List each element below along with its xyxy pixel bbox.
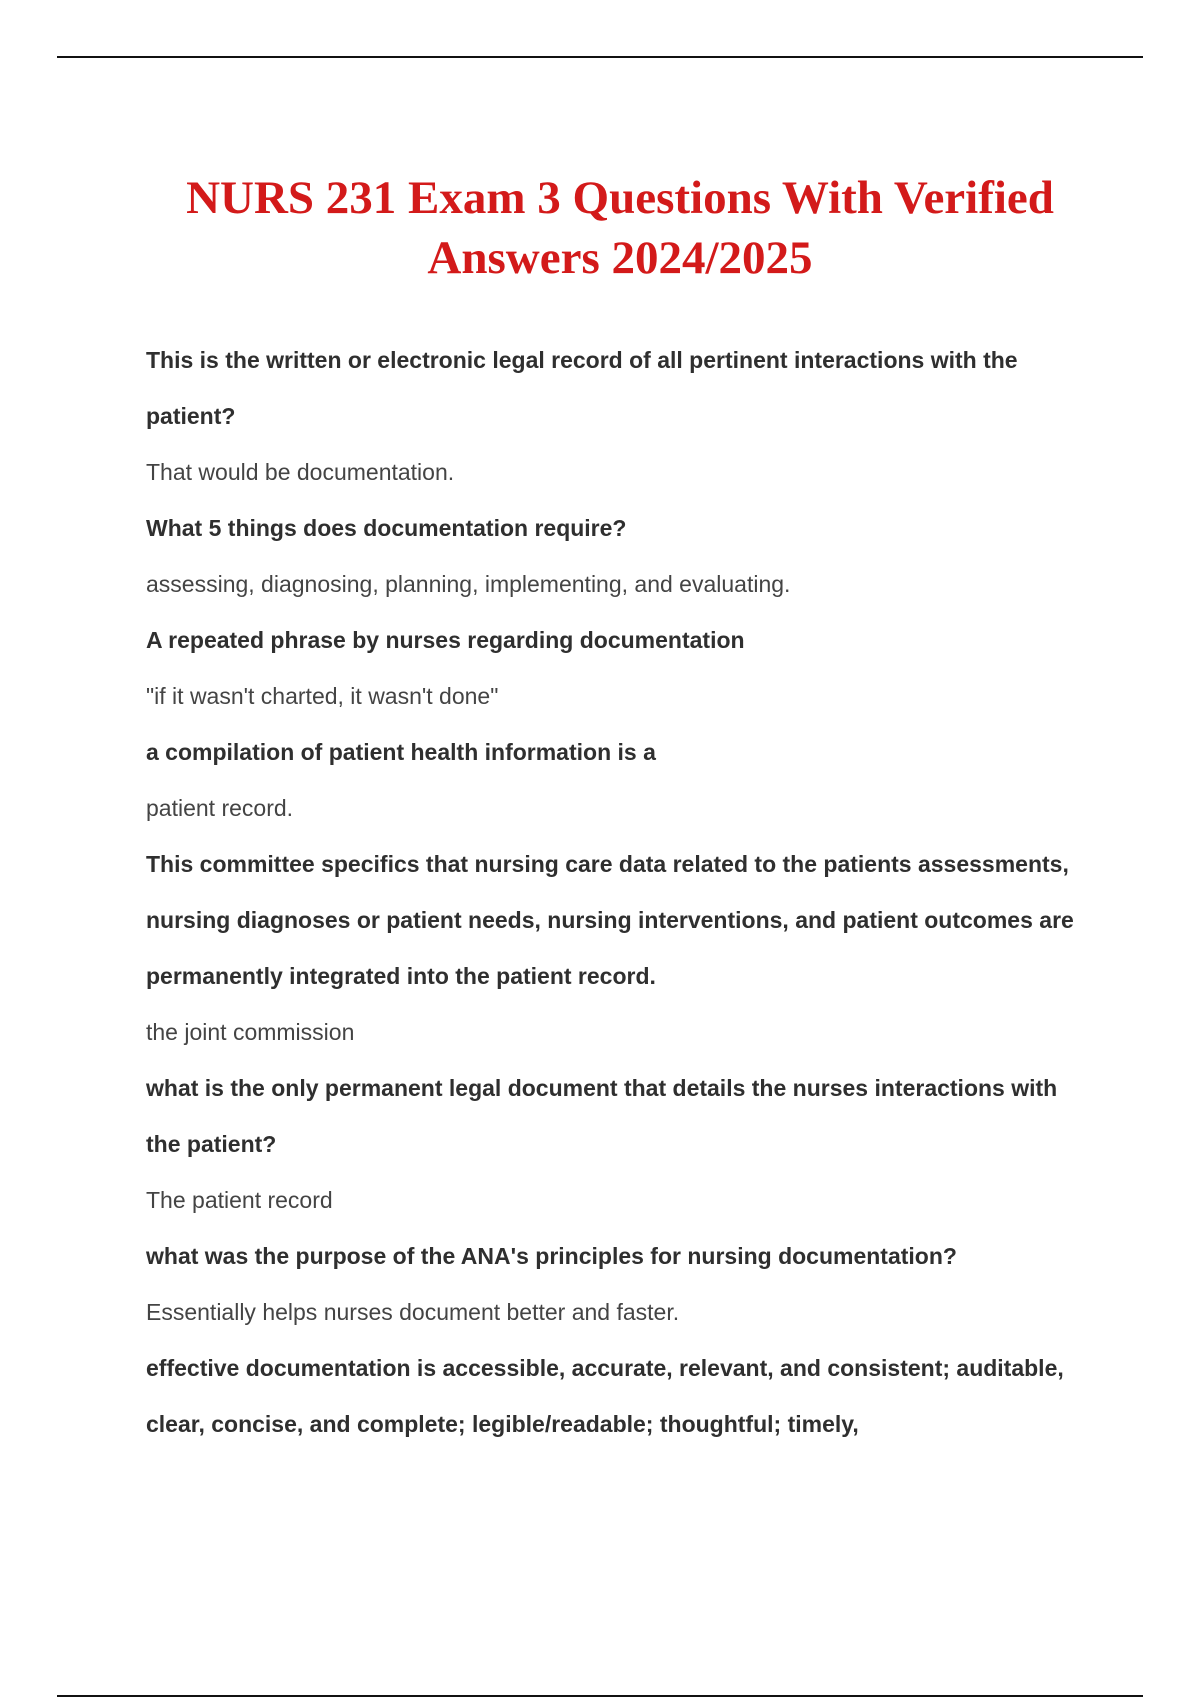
bottom-rule (57, 1695, 1143, 1697)
question-3: A repeated phrase by nurses regarding documentation (146, 627, 745, 653)
answer-1: That would be documentation. (146, 459, 455, 485)
qa-list (146, 332, 1096, 1452)
question-6: what is the only permanent legal document that details the nurses interactions with the patient? (146, 1075, 1058, 1157)
question-1: This is the written or electronic legal record of all pertinent interactions with the patient? (146, 347, 1018, 429)
answer-3: "if it wasn't charted, it wasn't done" (146, 683, 499, 709)
answer-7: Essentially helps nurses document better and faster. (146, 1299, 680, 1325)
question-4: a compilation of patient health information is a (146, 739, 656, 765)
top-rule (57, 56, 1143, 58)
answer-2: assessing, diagnosing, planning, implementing, and evaluating. (146, 571, 791, 597)
question-5: This committee specifics that nursing care data related to the patients assessments, nursing diagnoses or patient needs, nursing interventions, and patient outcomes are permanently integrated into the patient record. (146, 851, 1074, 989)
answer-5: the joint commission (146, 1019, 355, 1045)
question-2: What 5 things does documentation require? (146, 515, 627, 541)
question-8: effective documentation is accessible, accurate, relevant, and consistent; auditable, clear, concise, and complete; legible/readable; thoughtful; timely, (146, 1355, 1064, 1437)
answer-6: The patient record (146, 1187, 333, 1213)
document-title: NURS 231 Exam 3 Questions With Verified Answers 2024/2025 (186, 172, 1054, 284)
question-7: what was the purpose of the ANA's principles for nursing documentation? (146, 1243, 957, 1269)
answer-4: patient record. (146, 795, 294, 821)
